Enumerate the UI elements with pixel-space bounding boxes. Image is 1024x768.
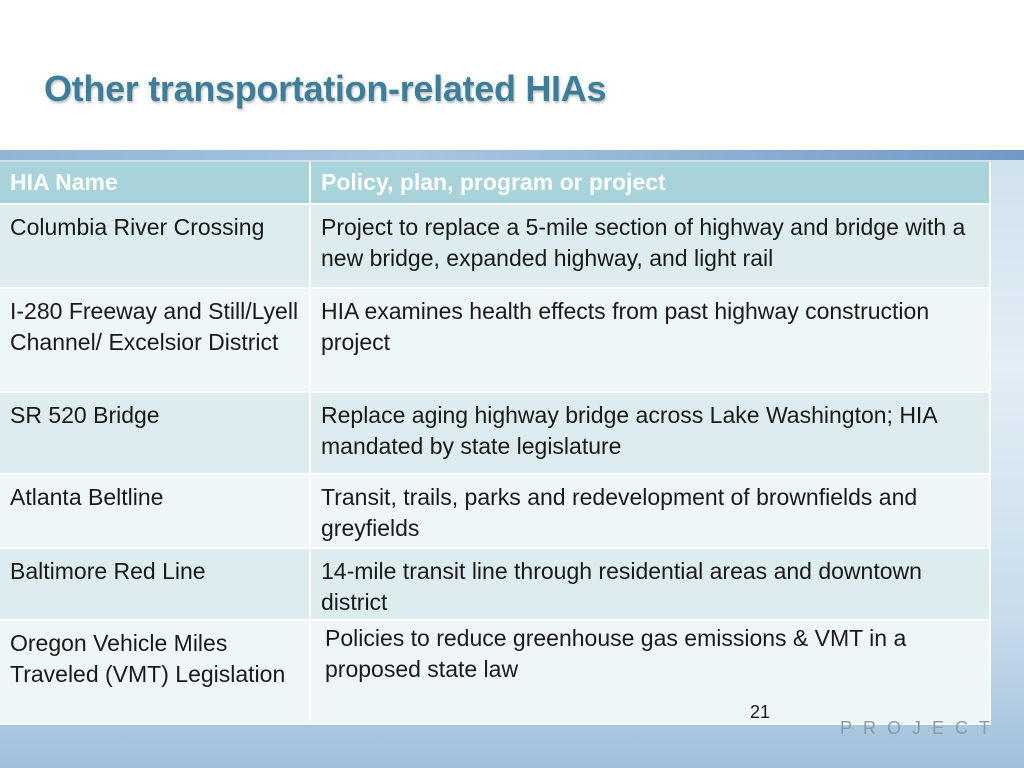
- hia-name-cell: SR 520 Bridge: [0, 392, 310, 474]
- hia-name-cell: Oregon Vehicle Miles Traveled (VMT) Legislation: [0, 620, 310, 724]
- description-cell: Policies to reduce greenhouse gas emissions & VMT in a proposed state law: [310, 620, 990, 724]
- header-band: [0, 150, 1024, 160]
- page-number: 21: [750, 702, 771, 722]
- header-hia-name: HIA Name: [0, 162, 310, 204]
- header-policy: Policy, plan, program or project: [310, 162, 990, 204]
- slide-title: Other transportation-related HIAs: [44, 68, 607, 109]
- hia-name-cell: Atlanta Beltline: [0, 474, 310, 548]
- description-cell: Transit, trails, parks and redevelopment of brownfields and greyfields: [310, 474, 990, 548]
- hia-table: [0, 162, 991, 725]
- description-cell: Replace aging highway bridge across Lake Washington; HIA mandated by state legislature: [310, 392, 990, 474]
- description-cell: Project to replace a 5-mile section of highway and bridge with a new bridge, expanded highway, and light rail: [310, 204, 990, 288]
- table-row: [0, 392, 990, 474]
- hia-name-cell: Columbia River Crossing: [0, 204, 310, 288]
- description-cell: HIA examines health effects from past highway construction project: [310, 288, 990, 392]
- table-row: [0, 548, 990, 620]
- table-row: [0, 288, 990, 392]
- table-row: [0, 620, 990, 724]
- table-row: [0, 204, 990, 288]
- footer-logo: PROJECT: [840, 718, 1002, 738]
- table-header-row: [0, 162, 990, 204]
- hia-name-cell: I-280 Freeway and Still/Lyell Channel/ Excelsior District: [0, 288, 310, 392]
- table-row: [0, 474, 990, 548]
- description-cell: 14-mile transit line through residential areas and downtown district: [310, 548, 990, 620]
- hia-name-cell: Baltimore Red Line: [0, 548, 310, 620]
